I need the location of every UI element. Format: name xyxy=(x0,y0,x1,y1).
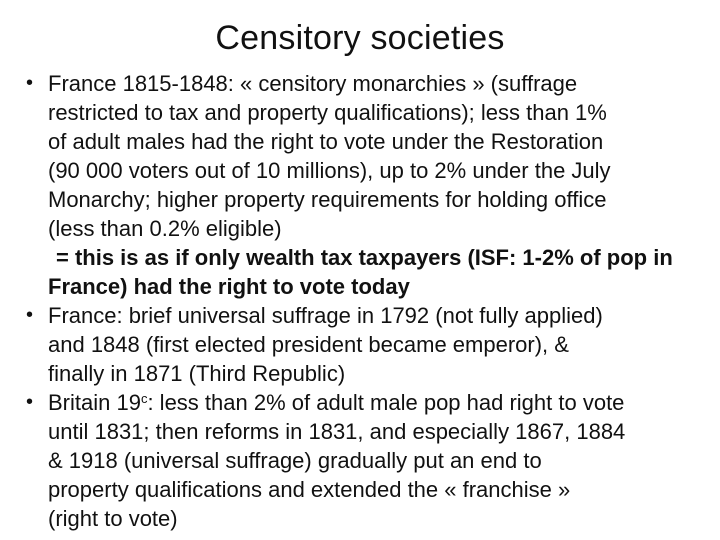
bullet-icon: • xyxy=(26,304,34,326)
text-line: until 1831; then reforms in 1831, and especially 1867, 1884 xyxy=(48,419,626,444)
text-line: (90 000 voters out of 10 millions), up to 2% under the July xyxy=(48,158,611,183)
text-line: & 1918 (universal suffrage) gradually put an end to xyxy=(48,448,542,473)
text-line: Monarchy; higher property requirements for holding office xyxy=(48,187,607,212)
slide-title: Censitory societies xyxy=(215,19,505,57)
bullet-item-france-1815 xyxy=(24,69,704,301)
bullet-icon: • xyxy=(26,391,34,413)
bullet-item-britain xyxy=(24,388,704,533)
slide-body xyxy=(24,69,704,533)
text-line-first xyxy=(48,388,704,417)
text-line: property qualifications and extended the « franchise » xyxy=(48,477,571,502)
text-line: finally in 1871 (Third Republic) xyxy=(48,361,346,386)
text-rest: : less than 2% of adult male pop had right to vote xyxy=(147,390,625,415)
text-line: France 1815-1848: « censitory monarchies » (suffrage xyxy=(48,71,578,96)
text-line: and 1848 (first elected president became emperor), & xyxy=(48,332,569,357)
bullet-icon: • xyxy=(26,72,34,94)
text-prefix: Britain 19 xyxy=(48,390,141,415)
emphasis-line: = this is as if only wealth tax taxpayers (ISF: 1-2% of pop in xyxy=(56,245,673,270)
text-line: of adult males had the right to vote under the Restoration xyxy=(48,129,604,154)
text-line: (less than 0.2% eligible) xyxy=(48,216,282,241)
text-line: (right to vote) xyxy=(48,506,178,531)
text-line: restricted to tax and property qualifications); less than 1% xyxy=(48,100,607,125)
text-line: France: brief universal suffrage in 1792 (not fully applied) xyxy=(48,303,603,328)
century-superscript: c xyxy=(140,391,148,406)
emphasis-line: France) had the right to vote today xyxy=(48,274,410,299)
bullet-item-france-suffrage xyxy=(24,301,704,388)
